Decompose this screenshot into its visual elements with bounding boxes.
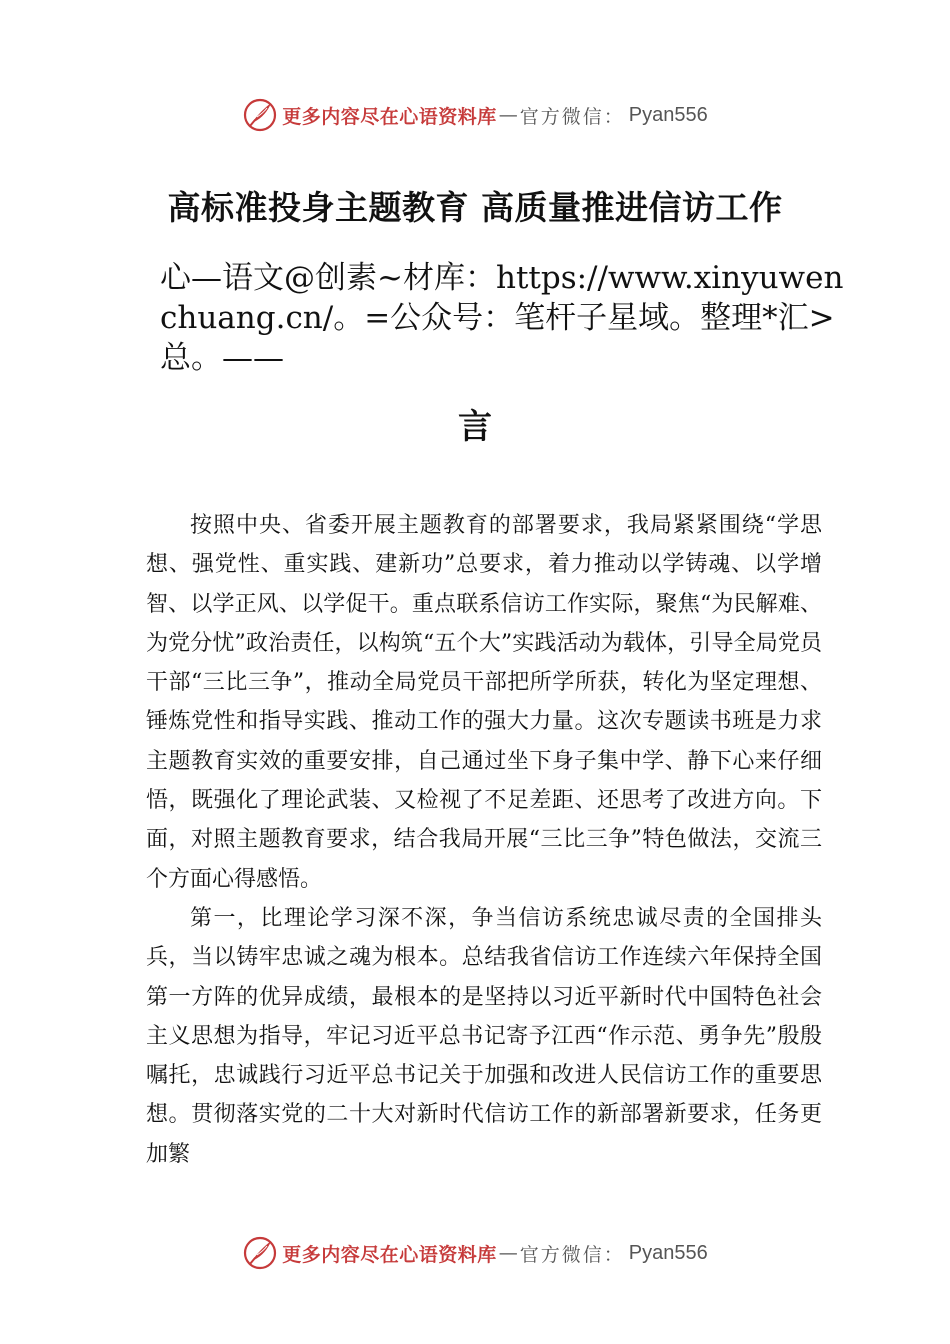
banner-wechat-id: Pyan556 bbox=[628, 103, 708, 126]
document-title: 高标准投身主题教育 高质量推进信访工作 bbox=[167, 188, 783, 227]
banner-brand-text: 更多内容尽在心语资料库 bbox=[282, 1243, 497, 1266]
quill-pen-logo-icon bbox=[242, 1235, 278, 1271]
body-paragraph: 按照中央、省委开展主题教育的部署要求，我局紧紧围绕“学思想、强党性、重实践、建新功”总要求，着力推动以学铸魂、以学增智、以学正风、以学促干。重点联系信访工作实际，聚焦“为民解难、为党分忧”政治责任，以构筑“五个大”实践活动为载体，引导全局党员干部“三比三争”，推动全局党员干部把所学所获，转化为坚定理想、锤炼党性和指导实践、推动工作的强大力量。这次专题读书班是力求主题教育实效的重要安排，自己通过坐下身子集中学、静下心来仔细悟，既强化了理论武装、又检视了不足差距、还思考了改进方向。下面，对照主题教育要求，结合我局开展“三比三争”特色做法，交流三个方面心得感悟。 bbox=[146, 513, 822, 892]
footer-banner bbox=[0, 1233, 950, 1273]
document-body bbox=[146, 506, 822, 1174]
body-paragraph: 第一，比理论学习深不深，争当信访系统忠诚尽责的全国排头兵，当以铸牢忠诚之魂为根本。总结我省信访工作连续六年保持全国第一方阵的优异成绩，最根本的是坚持以习近平新时代中国特色社会主义思想为指导，牢记习近平总书记寄予江西“作示范、勇争先”殷殷嘱托，忠诚践行习近平总书记关于加强和改进人民信访工作的重要思想。贯彻落实党的二十大对新时代信访工作的新部署新要求，任务更加繁 bbox=[146, 905, 822, 1167]
banner-wechat-label: 官方微信： bbox=[519, 1243, 625, 1266]
source-tail: 言 bbox=[458, 407, 492, 447]
banner-separator: — bbox=[498, 1242, 518, 1264]
header-banner bbox=[0, 95, 950, 135]
quill-pen-logo-icon bbox=[242, 97, 278, 133]
banner-wechat-label: 官方微信： bbox=[519, 105, 625, 128]
banner-brand-text: 更多内容尽在心语资料库 bbox=[282, 105, 497, 128]
banner-separator: — bbox=[498, 104, 518, 126]
banner-wechat-id: Pyan556 bbox=[628, 1241, 708, 1264]
source-line: 心—语文@创素~材库：https://www.xinyuwenchuang.cn/。=公众号：笔杆子星域。整理*汇>总。—— bbox=[160, 260, 844, 376]
